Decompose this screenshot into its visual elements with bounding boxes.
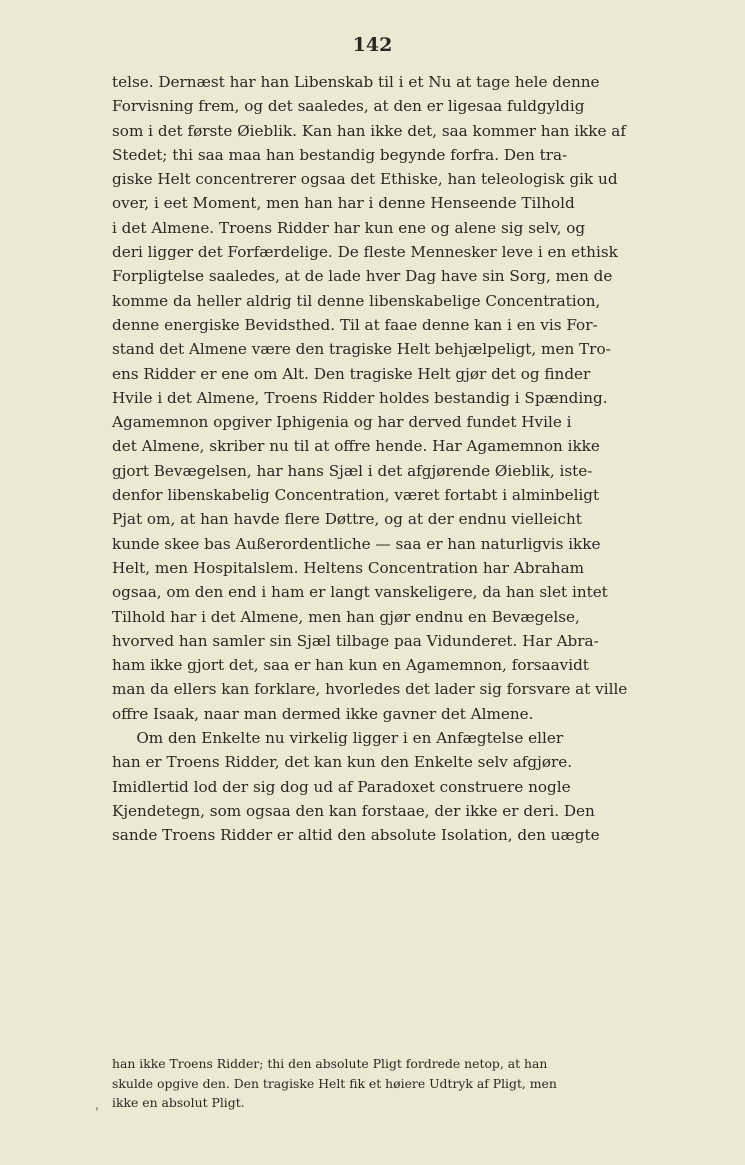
main-text (112, 70, 652, 848)
text-line: kunde skee bas Außerordentliche — saa er han naturligvis ikke (112, 534, 601, 553)
footnote (112, 1054, 652, 1113)
text-line: Stedet; thi saa maa han bestandig begynde forfra. Den tra- (112, 145, 568, 164)
text-line: Agamemnon opgiver Iphigenia og har derved fundet Hvile i (112, 413, 572, 432)
text-line: giske Helt concentrerer ogsaa det Ethiske, han teleologisk gik ud (112, 170, 618, 189)
text-line: hvorved han samler sin Sjæl tilbage paa Vidunderet. Har Abra- (112, 631, 599, 650)
text-line: denfor libenskabelig Concentration, været fortabt i alminbeligt (112, 486, 600, 505)
text-line: ens Ridder er ene om Alt. Den tragiske Helt gjør det og finder (112, 364, 591, 383)
margin-mark: , (95, 1098, 100, 1113)
text-line: over, i eet Moment, men han har i denne Henseende Tilhold (112, 194, 575, 213)
text-line: Forvisning frem, og det saalede​s, at den er ligesaa fuldgyldig (112, 97, 585, 116)
text-line: Om den Enkelte nu virkelig ligger i en Anfægtelse eller (136, 729, 564, 748)
text-line: telse. Dernæst har han Libenskab til i et Nu at tage hele denne (112, 73, 600, 91)
text-line: Kjendetegn, som ogsaa den kan forstaae, der ikke er deri. Den (112, 801, 595, 820)
text-line: komme da heller aldrig til denne libenskabelige Concentration, (112, 291, 601, 310)
text-line: Tilhold har i det Almene, men han gjør endnu en Bevægelse, (112, 607, 580, 626)
text-line: offre Isaak, naar man dermed ikke gavner det Almene. (112, 704, 534, 723)
paragraph (112, 70, 652, 726)
footnote-line: skulde opgive den. Den tragiske Helt fik et høiere Udtryk af Pligt, men (112, 1075, 557, 1091)
text-line: Pjat om, at han havde flere Døttre, og at der endnu vielleicht (112, 510, 582, 529)
text-line: ogsaa, om den end i ham er langt vanskeligere, da han slet intet (112, 583, 608, 602)
text-line: Hvile i det Almene, Troens Ridder holdes bestandig i Spænding. (112, 388, 608, 407)
text-line: i det Almene. Troens Ridder har kun ene og alene sig selv, og (112, 218, 586, 237)
page-number: 142 (352, 34, 393, 56)
footnote-line: ikke en absolut Pligt. (112, 1095, 245, 1110)
text-line: han er Troens Ridder, det kan kun den Enkelte selv afgjøre. (112, 753, 573, 772)
text-line: Forpligtelse saalede​s, at de lade hver Dag have sin Sorg, men de (112, 267, 613, 286)
text-line: man da ellers kan forklare, hvorledes det lader sig forsvare at ville (112, 680, 628, 699)
text-line: denne energiske Bevidsthed. Til at faae denne kan i en vis For- (112, 315, 598, 334)
paragraph (112, 726, 652, 847)
text-line: deri ligger det Forfærdelige. De fleste Mennesker leve i en ethisk (112, 243, 618, 262)
text-line: sande Troens Ridder er altid den absolute Isolation, den uægte (112, 826, 600, 845)
text-line: ham ikke gjort det, saa er han kun en Agamemnon, forsaavidt (112, 656, 589, 675)
footnote-line: han ikke Troens Ridder; thi den absolute Pligt fordrede netop, at han (112, 1056, 548, 1071)
text-line: det Almene, skriber nu til at offre hende. Har Agamemnon ikke (112, 437, 600, 456)
text-line: Imidlertid lod der sig dog ud af Paradoxet construere nogle (112, 777, 571, 796)
text-line: Helt, men Hospitalslem. Heltens Concentration har Abraham (112, 558, 585, 577)
text-line: gjort Bevægelsen, har hans Sjæl i det afgjørende Øieblik, iste- (112, 461, 593, 480)
text-line: som i det første Øieblik. Kan han ikke det, saa kommer han ikke af (112, 121, 626, 140)
text-line: stand det Almene være den tragiske Helt behjælpeligt, men Tro- (112, 340, 611, 359)
